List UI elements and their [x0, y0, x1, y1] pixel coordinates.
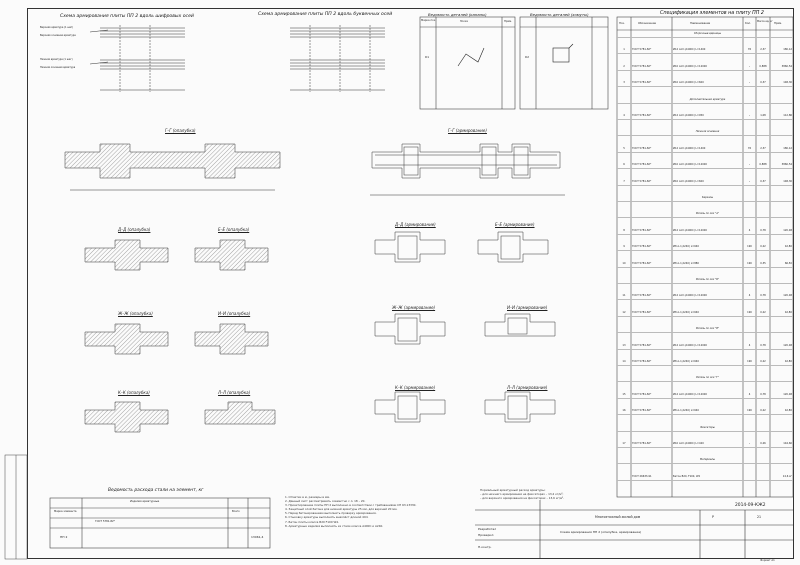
spec-cell: Ø10 А-III (А400С) L=600 — [673, 179, 704, 183]
section-gg-formwork-shape — [65, 144, 280, 190]
spec-row-line — [617, 365, 793, 366]
spec-row-line — [617, 234, 793, 235]
spec-cell: ГОСТ 5781-82* — [632, 245, 652, 249]
spec-cell: Ригель по оси "Г" — [696, 376, 719, 380]
spec-cell: 12 — [622, 310, 626, 314]
section-gg-formwork: Г–Г (опалубка) — [165, 128, 196, 133]
note-line: 7. Бетон плиты класса В20 F100 W4. — [285, 519, 339, 524]
spec-cell: Ø8 А-I (А240) L=640 — [673, 310, 699, 314]
spec-cell: Ø10 А-III (А400С) L=12000 — [673, 163, 707, 167]
spec-cell: ГОСТ 5781-82* — [632, 343, 652, 347]
spec-cell: Каркасы — [701, 196, 714, 199]
stamp-row2: Проверил — [478, 533, 494, 537]
spec-cell: Ø8 А-I (А240) L=640 — [673, 360, 699, 363]
spec-cell: ГОСТ 5781-82* — [632, 310, 652, 314]
spec-cell: ГОСТ 26633-91 — [632, 474, 652, 478]
general-notes — [285, 495, 416, 528]
stamp-sheet: 21 — [757, 515, 762, 519]
spec-cell: 7 — [623, 179, 625, 183]
spec-cell: 120,48 — [783, 294, 792, 298]
spec-row-line — [617, 447, 793, 448]
details-col-sketch: Эскиз — [460, 20, 468, 23]
spec-cell: 0,35 — [760, 261, 766, 265]
spec-cell: 14,6 м³ — [782, 474, 792, 478]
spec-row-line — [617, 283, 793, 284]
section-kk-formwork: К–К (опалубка) — [118, 390, 150, 395]
spec-row-line — [617, 168, 793, 169]
spec-cell: 14 — [622, 360, 626, 363]
spec-cell: ГОСТ 5781-82* — [632, 409, 652, 413]
spec-row-line — [617, 119, 793, 120]
spec-row-line — [617, 463, 793, 464]
spec-cell: 76 — [747, 146, 752, 150]
spec-row-line — [617, 152, 793, 153]
section-ee-formwork: Е–Е (опалубка) — [218, 227, 250, 232]
spec-cell: ГОСТ 5781-82* — [632, 228, 652, 232]
details-angle-title: Ведомость деталей (каналы) — [428, 12, 487, 17]
spec-cell: 5 — [623, 146, 625, 150]
section-ll-rebar: Л–Л (армирование) — [507, 385, 548, 390]
spec-cell: 148,30 — [783, 179, 792, 183]
spec-cell: 42,80 — [784, 360, 792, 363]
spec-cell: ГОСТ 5781-82* — [632, 442, 652, 445]
section-ii-rebar: И–И (армирование) — [507, 305, 548, 310]
spec-row-line — [617, 217, 793, 218]
scheme-longitudinal — [290, 25, 385, 92]
spec-cell: Ригель по оси "В" — [695, 327, 720, 331]
spec-cell: 4 — [748, 294, 751, 298]
stamp-stage: Р — [712, 515, 714, 519]
stamp-sheet-title: Схема армирования ПП 2 (опалубка, армирование) — [560, 530, 642, 534]
spec-cell: – — [748, 442, 751, 445]
scheme-longitudinal-title: Схема армирования плиты ПП 2 вдоль буквенных осей — [258, 12, 393, 17]
spec-cell: 190 — [747, 310, 752, 314]
spec-cell: 144,60 — [783, 442, 792, 445]
spec-header-pos: Поз. — [619, 22, 625, 25]
spec-cell: Ø12 А-III (А400С) L=1400 — [673, 48, 706, 52]
spec-cell: 0,78 — [760, 343, 766, 347]
spec-cell: 1 — [623, 48, 625, 52]
footnote — [480, 488, 564, 500]
details-mark-1: К1 — [425, 55, 430, 59]
spec-cell: ГОСТ 5781-82* — [632, 146, 652, 150]
spec-cell: 42,80 — [784, 245, 792, 249]
details-mark-2: К2 — [525, 55, 530, 59]
spec-cell: 120,48 — [783, 392, 792, 396]
spec-cell: 0,78 — [760, 392, 766, 396]
details-angle-table — [420, 17, 515, 109]
spec-cell: ГОСТ 5781-82* — [632, 114, 652, 117]
spec-cell: Ø12 А-III (А400С) L=12000 — [673, 392, 707, 396]
spec-row-line — [617, 349, 793, 350]
spec-row-line — [617, 185, 793, 186]
footnote-line: – для нижнего армирования на фиксаторах – 13,2 кг/м²; — [480, 492, 564, 497]
spec-cell: 112,86 — [783, 114, 792, 117]
spec-header-qty: Кол. — [745, 22, 751, 25]
spec-header-name: Наименование — [690, 22, 711, 25]
spec-cell: Ø10 А-III (А400С) L=420 — [673, 442, 704, 445]
details-col-mark: Марка поз. — [421, 19, 436, 22]
spec-cell: 2,37 — [760, 146, 766, 150]
spec-cell: Материалы — [700, 458, 715, 462]
spec-cell: 180,12 — [783, 48, 792, 52]
spec-row-line — [617, 332, 793, 333]
steel-total: 13061,4 — [251, 535, 264, 539]
spec-cell: 2,37 — [760, 48, 766, 52]
spec-cell: Ø8 А-I (А240) L=880 — [673, 261, 699, 265]
spec-cell: – — [748, 163, 751, 167]
stamp-format: Формат А1 — [760, 559, 775, 562]
spec-cell: Ø12 А-III (А400С) L=12000 — [673, 228, 707, 232]
scheme-label-top-main: Верхняя основная арматура — [40, 34, 76, 37]
spec-row-line — [617, 381, 793, 382]
section-ll-formwork: Л–Л (опалубка) — [218, 390, 251, 395]
spec-row-line — [617, 37, 793, 38]
spec-cell: ГОСТ 5781-82* — [632, 64, 652, 68]
spec-cell: – — [748, 179, 751, 183]
spec-cell: 1,08 — [760, 114, 766, 117]
spec-cell: ГОСТ 5781-82* — [632, 81, 652, 85]
spec-row-line — [617, 250, 793, 251]
scheme-label-bottom-add: Нижняя арматура (1 шаг) — [40, 58, 73, 61]
spec-cell: 11 — [622, 294, 626, 298]
spec-cell: 13 — [622, 343, 626, 347]
scheme-transverse — [90, 25, 185, 92]
scheme-transverse-title: Схема армирования плиты ПП 2 вдоль шифровых осей — [60, 14, 194, 19]
spec-cell: 190 — [747, 409, 752, 413]
spec-cell: Бетон В20, F100, W4 — [673, 474, 701, 478]
spec-cell: – — [748, 81, 751, 85]
spec-row-line — [617, 398, 793, 399]
spec-cell: 120,48 — [783, 228, 792, 232]
spec-row-line — [617, 316, 793, 317]
spec-cell: 0,888 — [759, 64, 767, 68]
section-gg-rebar-shape — [370, 144, 565, 195]
spec-row-line — [617, 480, 793, 481]
spec-cell: 0,22 — [760, 310, 766, 314]
note-line: 6. Стыковку арматуры выполнять внахлёст длиной 40d. — [285, 515, 369, 520]
spec-cell: Дополнительная арматура — [689, 97, 726, 101]
spec-cell: 3860,54 — [781, 163, 792, 167]
spec-header-code: Обозначение — [638, 22, 656, 25]
spec-row-line — [617, 299, 793, 300]
note-line: 3. Проектирование плиты ПП 2 выполнено в соответствии с требованиями СП 63.13330. — [285, 503, 417, 508]
section-ii-formwork: И–И (опалубка) — [218, 311, 251, 316]
binding-strip — [5, 455, 27, 559]
spec-cell: 8 — [623, 228, 625, 232]
stamp-building: Многоэтажный жилой дом — [595, 515, 641, 519]
spec-cell: Ø12 А-III (А400С) L=1400 — [673, 146, 706, 150]
spec-cell: Ø8 А-I (А240) L=640 — [673, 245, 699, 249]
small-rebar-sections — [375, 232, 555, 422]
spec-cell: 10 — [622, 261, 626, 265]
spec-cell: 15 — [622, 392, 626, 396]
small-formwork-sections — [85, 240, 275, 432]
spec-cell: 6 — [623, 163, 625, 167]
spec-cell: Фиксаторы — [700, 425, 715, 429]
spec-cell: 76 — [747, 48, 752, 52]
stamp-row3: Н.контр. — [478, 545, 492, 549]
spec-cell: 16 — [622, 409, 626, 413]
note-line: 8. Арматурные изделия выполнять из стали класса А400С и А240. — [285, 523, 384, 528]
spec-cell: 2 — [623, 64, 625, 68]
spec-row-line — [617, 414, 793, 415]
spec-cell: 4 — [748, 392, 751, 396]
section-ee-rebar: Е–Е (армирование) — [495, 222, 535, 227]
spec-cell: – — [748, 114, 751, 117]
spec-cell: 0,78 — [760, 294, 766, 298]
spec-cell: Ригель по оси "Б" — [695, 278, 720, 281]
spec-cell: ГОСТ 5781-82* — [632, 163, 652, 167]
spec-cell: 0,37 — [760, 179, 766, 183]
spec-row-line — [617, 70, 793, 71]
spec-cell: Ø12 А-III (А400С) L=12000 — [673, 294, 707, 298]
spec-cell: 0,37 — [760, 81, 766, 85]
spec-cell: 190 — [747, 245, 752, 249]
spec-header-mass: Масса ед. кг — [757, 20, 773, 23]
steel-title: Ведомость расхода стали на элемент, кг — [108, 488, 204, 493]
scheme-label-bottom-main: Нижняя основная арматура — [40, 66, 76, 69]
spec-row-line — [617, 53, 793, 54]
spec-cell: 148,30 — [783, 81, 792, 85]
spec-cell: 0,22 — [760, 360, 766, 363]
spec-cell: 190 — [747, 261, 752, 265]
spec-cell: 9 — [623, 245, 625, 249]
spec-row-line — [617, 86, 793, 87]
spec-cell: 0,22 — [760, 409, 766, 413]
steel-mark: ПП 2 — [60, 535, 68, 539]
spec-cell: 66,50 — [784, 261, 792, 265]
spec-cell: ГОСТ 5781-82* — [632, 48, 652, 52]
spec-cell: ГОСТ 5781-82* — [632, 392, 652, 396]
scheme-label-top-add: Верхняя арматура (1 шаг) — [40, 26, 74, 29]
spec-header-note: Прим. — [774, 22, 783, 25]
spec-cell: Ригель по оси "А" — [695, 212, 720, 216]
footnote-line: – для верхнего армирования на фиксаторах – 13,6 кг/м². — [480, 496, 565, 501]
section-dd-rebar: Д–Д (армирование) — [395, 222, 436, 227]
spec-cell: 4 — [748, 343, 751, 347]
spec-cell: 4 — [748, 228, 751, 232]
spec-cell: 190 — [747, 360, 752, 363]
section-gg-rebar: Г–Г (армирование) — [448, 128, 487, 133]
steel-col-items: Изделия арматурные — [130, 500, 160, 503]
spec-cell: 4 — [623, 114, 625, 117]
spec-cell: 42,80 — [784, 310, 792, 314]
spec-cell: – — [748, 64, 751, 68]
details-clamps-title: Ведомость деталей (хомуты) — [530, 12, 589, 17]
spec-cell: 180,12 — [783, 146, 792, 150]
spec-cell: ГОСТ 5781-82* — [632, 294, 652, 298]
spec-cell: Ø12 А-III (А400С) L=12000 — [673, 343, 707, 347]
spec-cell: 17 — [622, 442, 626, 445]
spec-cell: 3860,54 — [781, 64, 792, 68]
steel-col-total: Всего — [232, 510, 240, 513]
footnote-line: Нормальный арматурный расход арматуры: — [480, 488, 546, 492]
spec-cell: Нижняя основная — [695, 130, 720, 134]
stamp-code: 2014-09-КЖ2 — [735, 503, 766, 508]
section-kk-rebar: К–К (армирование) — [395, 385, 436, 390]
note-line: 2. Данный лист рассматривать совместно с л. 18 – 20. — [285, 499, 366, 504]
spec-row-line — [617, 103, 793, 104]
spec-cell: 0,78 — [760, 228, 766, 232]
spec-row-line — [617, 267, 793, 268]
spec-cell: ГОСТ 5781-82* — [632, 179, 652, 183]
note-line: 4. Защитный слой бетона для нижней арматуры 25 мм, для верхней 20 мм. — [285, 507, 398, 512]
steel-table-frame — [50, 498, 270, 548]
steel-gost: ГОСТ 5781-82* — [95, 520, 115, 523]
details-col-note: Прим. — [504, 20, 513, 23]
spec-cell: Сборочные единицы — [693, 32, 722, 35]
spec-cell: Ø10 А-III (А400С) L=600 — [673, 81, 704, 85]
section-zhzh-rebar: Ж–Ж (армирование) — [392, 305, 436, 310]
stamp-row1: Разработал — [478, 527, 497, 531]
section-dd-formwork: Д–Д (опалубка) — [118, 227, 151, 232]
spec-row-line — [617, 431, 793, 432]
steel-col-mark: Марка элемента — [54, 510, 77, 513]
spec-cell: 3 — [623, 81, 625, 85]
spec-cell: 120,48 — [783, 343, 792, 347]
spec-cell: 0,22 — [760, 245, 766, 249]
spec-cell: ГОСТ 5781-82* — [632, 261, 652, 265]
spec-cell: Ø10 А-III (А400С) L=12000 — [673, 64, 707, 68]
spec-cell: 0,26 — [760, 442, 766, 445]
details-clamps-table — [520, 17, 608, 109]
note-line: 1. Отметки в м, размеры в мм. — [285, 495, 330, 499]
spec-cell: 42,80 — [784, 409, 792, 413]
spec-row-line — [617, 201, 793, 202]
section-zhzh-formwork: Ж–Ж (опалубка) — [118, 311, 153, 316]
spec-cell: Ø8 А-I (А240) L=640 — [673, 409, 699, 413]
spec-cell: 0,888 — [759, 163, 767, 167]
spec-title: Спецификация элементов на плиту ПП 2 — [660, 11, 764, 16]
spec-cell: Ø12 А-III (А400С) L=950 — [673, 114, 704, 117]
spec-cell: ГОСТ 5781-82* — [632, 360, 652, 363]
note-line: 5. Перед бетонированием выполнить проверку армирования. — [285, 511, 377, 516]
spec-row-line — [617, 135, 793, 136]
